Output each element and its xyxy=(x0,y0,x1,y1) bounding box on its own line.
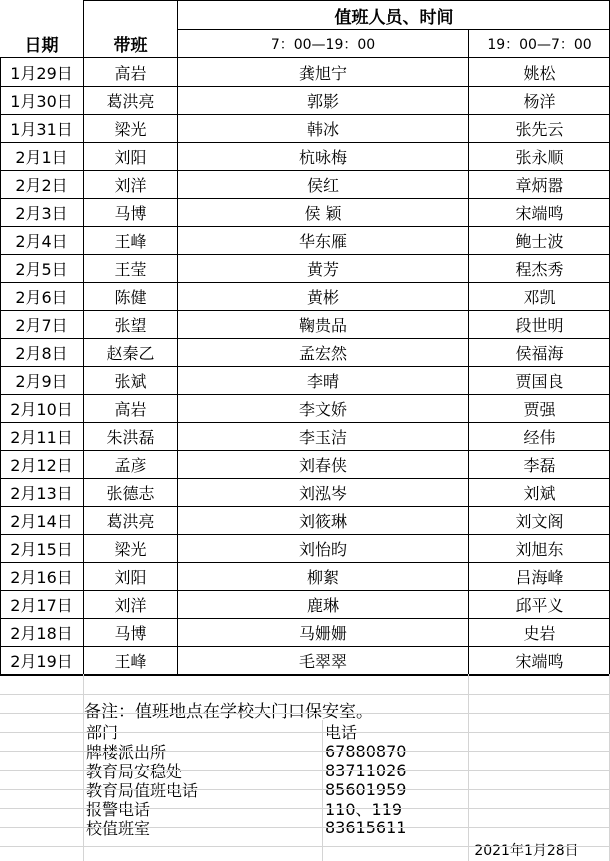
grid-vline xyxy=(468,29,469,674)
roster-cell-date: 2月14日 xyxy=(10,511,73,531)
roster-cell-day: 鞠贵品 xyxy=(298,315,347,335)
roster-cell-day: 华东雁 xyxy=(298,231,347,251)
roster-cell-date: 2月10日 xyxy=(10,399,73,419)
contact-dept: 校值班室 xyxy=(86,819,151,838)
roster-cell-date: 1月30日 xyxy=(10,91,73,111)
header-date: 日期 xyxy=(24,36,59,56)
roster-cell-night: 刘文阁 xyxy=(515,511,564,531)
roster-cell-leader: 高岩 xyxy=(114,399,147,419)
contact-phone: 85601959 xyxy=(325,780,407,799)
roster-cell-day: 李玉洁 xyxy=(298,427,347,447)
grid-hline xyxy=(0,506,610,507)
roster-cell-day: 李晴 xyxy=(306,371,339,391)
roster-cell-day: 黄彬 xyxy=(306,287,339,307)
grid-vline xyxy=(83,674,84,861)
roster-cell-leader: 梁光 xyxy=(114,539,147,559)
roster-cell-date: 2月1日 xyxy=(15,147,68,167)
grid-hline xyxy=(0,310,610,311)
roster-cell-date: 1月29日 xyxy=(10,63,73,83)
roster-cell-night: 宋端鸣 xyxy=(515,203,564,223)
roster-cell-day: 刘怡昀 xyxy=(298,539,347,559)
grid-hline xyxy=(0,751,610,752)
footer-date: 2021年1月28日 xyxy=(474,842,579,859)
duty-location-note: 备注：值班地点在学校大门口保安室。 xyxy=(84,701,373,722)
grid-hline xyxy=(0,590,610,591)
roster-cell-date: 2月8日 xyxy=(15,343,68,363)
roster-cell-leader: 马博 xyxy=(114,623,147,643)
roster-cell-leader: 刘阳 xyxy=(114,147,147,167)
contact-phone: 83711026 xyxy=(325,761,407,780)
grid-hline xyxy=(0,394,610,395)
roster-cell-night: 张永顺 xyxy=(515,147,564,167)
roster-cell-day: 马姗姗 xyxy=(298,623,347,643)
roster-cell-leader: 王峰 xyxy=(114,651,147,671)
grid-hline xyxy=(0,450,610,451)
roster-cell-night: 经伟 xyxy=(523,427,556,447)
roster-cell-day: 杭咏梅 xyxy=(298,147,347,167)
roster-cell-leader: 刘洋 xyxy=(114,175,147,195)
grid-hline xyxy=(0,562,610,563)
roster-cell-night: 贾强 xyxy=(523,399,556,419)
roster-cell-date: 2月17日 xyxy=(10,595,73,615)
roster-cell-leader: 孟彦 xyxy=(114,455,147,475)
roster-cell-date: 2月3日 xyxy=(15,203,68,223)
roster-cell-day: 侯 颖 xyxy=(304,203,342,223)
roster-cell-leader: 朱洪磊 xyxy=(106,427,155,447)
roster-cell-night: 史岩 xyxy=(523,623,556,643)
roster-cell-night: 邱平义 xyxy=(515,595,564,615)
roster-cell-leader: 马博 xyxy=(114,203,147,223)
roster-cell-date: 2月15日 xyxy=(10,539,73,559)
roster-cell-night: 邓凯 xyxy=(523,287,556,307)
roster-cell-leader: 刘洋 xyxy=(114,595,147,615)
roster-cell-leader: 张斌 xyxy=(114,371,147,391)
grid-vline xyxy=(0,57,1,674)
contacts-dept-header: 部门 xyxy=(86,723,119,742)
roster-cell-night: 鲍士波 xyxy=(515,231,564,251)
grid-hline xyxy=(0,789,610,790)
grid-hline xyxy=(0,282,610,283)
grid-hline xyxy=(0,478,610,479)
grid-hline xyxy=(0,646,610,647)
roster-cell-leader: 张望 xyxy=(114,315,147,335)
roster-cell-day: 柳絮 xyxy=(306,567,339,587)
roster-cell-day: 刘泓岑 xyxy=(298,483,347,503)
contact-dept: 报警电话 xyxy=(86,800,151,819)
grid-hline xyxy=(0,674,610,676)
grid-hline xyxy=(0,254,610,255)
roster-cell-night: 章炳嚣 xyxy=(515,175,564,195)
roster-cell-day: 李文娇 xyxy=(298,399,347,419)
roster-cell-date: 2月11日 xyxy=(10,427,73,447)
roster-cell-leader: 张德志 xyxy=(106,483,155,503)
roster-cell-night: 宋端鸣 xyxy=(515,651,564,671)
grid-hline xyxy=(0,198,610,199)
grid-hline xyxy=(0,57,610,58)
grid-hline xyxy=(0,808,610,809)
grid-hline xyxy=(0,422,610,423)
roster-cell-night: 贾国良 xyxy=(515,371,564,391)
roster-cell-night: 李磊 xyxy=(523,455,556,475)
header-leader: 带班 xyxy=(113,36,148,56)
roster-cell-night: 刘旭东 xyxy=(515,539,564,559)
grid-hline xyxy=(0,114,610,115)
roster-cell-night: 程杰秀 xyxy=(515,259,564,279)
header-main-title: 值班人员、时间 xyxy=(334,8,454,28)
roster-cell-leader: 赵秦乙 xyxy=(106,343,155,363)
roster-cell-date: 2月18日 xyxy=(10,623,73,643)
roster-cell-night: 刘斌 xyxy=(523,483,556,503)
roster-cell-date: 2月12日 xyxy=(10,455,73,475)
contact-phone: 67880870 xyxy=(325,742,407,761)
roster-cell-day: 黄芳 xyxy=(306,259,339,279)
roster-cell-day: 孟宏然 xyxy=(298,343,347,363)
roster-cell-date: 1月31日 xyxy=(10,119,73,139)
roster-cell-day: 毛翠翠 xyxy=(298,651,347,671)
grid-hline xyxy=(0,713,610,714)
grid-hline xyxy=(0,827,610,828)
roster-cell-day: 韩冰 xyxy=(306,119,339,139)
contact-phone: 83615611 xyxy=(325,818,407,837)
roster-cell-night: 张先云 xyxy=(515,119,564,139)
grid-vline xyxy=(322,720,323,861)
roster-cell-leader: 高岩 xyxy=(114,63,147,83)
roster-cell-day: 龚旭宁 xyxy=(298,63,347,83)
roster-cell-day: 郭影 xyxy=(306,91,339,111)
roster-cell-date: 2月4日 xyxy=(15,231,68,251)
roster-cell-leader: 梁光 xyxy=(114,119,147,139)
roster-cell-day: 鹿琳 xyxy=(306,595,339,615)
grid-vline xyxy=(177,0,178,674)
roster-cell-date: 2月19日 xyxy=(10,651,73,671)
roster-cell-leader: 王莹 xyxy=(114,259,147,279)
grid-hline xyxy=(0,170,610,171)
roster-cell-date: 2月7日 xyxy=(15,315,68,335)
roster-cell-day: 刘春侠 xyxy=(298,455,347,475)
grid-hline xyxy=(0,226,610,227)
contact-dept: 牌楼派出所 xyxy=(86,743,167,762)
grid-hline xyxy=(0,732,610,733)
roster-cell-leader: 刘阳 xyxy=(114,567,147,587)
grid-vline xyxy=(83,0,84,674)
grid-hline xyxy=(0,618,610,619)
roster-cell-night: 姚松 xyxy=(523,63,556,83)
grid-hline xyxy=(0,534,610,535)
grid-hline xyxy=(0,142,610,143)
contact-dept: 教育局值班电话 xyxy=(86,781,199,800)
grid-hline xyxy=(0,694,610,695)
header-night-shift: 19：00—7：00 xyxy=(487,36,592,53)
roster-cell-night: 段世明 xyxy=(515,315,564,335)
roster-cell-day: 刘筱琳 xyxy=(298,511,347,531)
roster-cell-date: 2月5日 xyxy=(15,259,68,279)
roster-cell-date: 2月16日 xyxy=(10,567,73,587)
roster-cell-night: 侯福海 xyxy=(515,343,564,363)
grid-hline xyxy=(83,0,610,1)
grid-hline xyxy=(177,29,610,30)
grid-hline xyxy=(0,770,610,771)
roster-cell-day: 侯红 xyxy=(306,175,339,195)
grid-hline xyxy=(0,366,610,367)
roster-cell-date: 2月6日 xyxy=(15,287,68,307)
header-day-shift: 7：00—19：00 xyxy=(270,36,376,53)
grid-hline xyxy=(0,846,610,847)
roster-cell-leader: 王峰 xyxy=(114,231,147,251)
roster-cell-leader: 陈健 xyxy=(114,287,147,307)
grid-hline xyxy=(0,338,610,339)
contact-phone: 110、119 xyxy=(325,800,403,819)
grid-vline xyxy=(468,674,469,861)
roster-cell-date: 2月9日 xyxy=(15,371,68,391)
roster-cell-night: 吕海峰 xyxy=(515,567,564,587)
roster-cell-date: 2月2日 xyxy=(15,175,68,195)
contact-dept: 教育局安稳处 xyxy=(86,762,183,781)
roster-cell-leader: 葛洪亮 xyxy=(106,91,155,111)
roster-cell-leader: 葛洪亮 xyxy=(106,511,155,531)
roster-cell-night: 杨洋 xyxy=(523,91,556,111)
contacts-phone-header: 电话 xyxy=(325,723,358,742)
grid-hline xyxy=(0,86,610,87)
roster-cell-date: 2月13日 xyxy=(10,483,73,503)
